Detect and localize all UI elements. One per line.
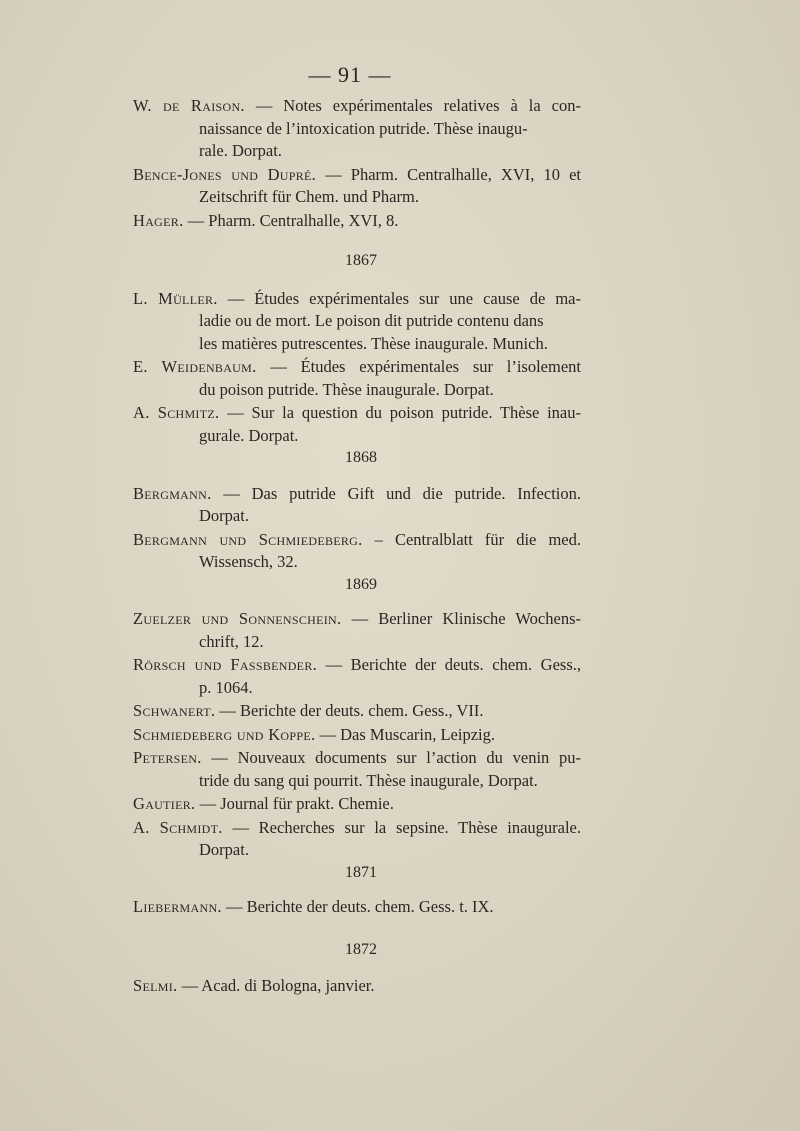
entry-continuation-line: Wissensch, 32. [199, 552, 298, 571]
entry-first-line [133, 164, 581, 187]
entry-continuation-line: naissance de l’intoxication putride. Thèse inaugu- [199, 118, 528, 138]
entry-continuation-line: Dorpat. [199, 840, 249, 859]
entry-author: Selmi. [133, 976, 178, 995]
entry-text: — Berichte der deuts. chem. Gess., [317, 655, 581, 674]
entry-continuation-line: les matières putrescentes. Thèse inaugurale. Munich. [199, 333, 548, 353]
entry-author: W. de Raison. [133, 96, 245, 115]
bibliography-entry [133, 793, 581, 816]
bibliography-entry [133, 402, 581, 447]
year-heading: 1872 [345, 940, 377, 958]
entry-author: A. Schmidt. [133, 817, 223, 837]
entry-first-line [133, 288, 581, 311]
bibliography-entry [133, 483, 581, 528]
bibliography-entry [133, 700, 581, 723]
entry-first-line [133, 747, 581, 770]
bibliography-entry [133, 975, 581, 998]
bibliography-entry [133, 724, 581, 747]
bibliography-entry [133, 608, 581, 653]
entry-first-line [133, 793, 581, 816]
year-heading: 1869 [345, 575, 377, 593]
entry-continuation-line: ladie ou de mort. Le poison dit putride contenu dans [199, 311, 544, 330]
entry-first-line [133, 724, 581, 747]
entry-text: — Das Muscarin, Leipzig. [315, 724, 495, 744]
entry-author: Zuelzer und Sonnenschein. [133, 609, 342, 628]
bibliography-entry [133, 164, 581, 209]
entry-text: — Études expérimentales sur l’isolement [256, 357, 581, 376]
entry-author: Bence-Jones und Dupré. [133, 164, 317, 184]
bibliography-entry [133, 95, 581, 163]
entry-first-line [133, 817, 581, 840]
entry-first-line [133, 95, 581, 118]
year-heading: 1868 [345, 449, 377, 466]
entry-first-line [133, 356, 581, 379]
entry-text: — Berichte der deuts. chem. Gess., VII. [215, 701, 484, 720]
year-heading: 1871 [345, 863, 377, 881]
entry-continuation-line: tride du sang qui pourrit. Thèse inaugurale, Dorpat. [199, 770, 538, 790]
entry-first-line [133, 483, 581, 506]
entry-continuation-line: Dorpat. [199, 506, 249, 525]
bibliography [133, 95, 581, 999]
entry-author: E. Weidenbaum. [133, 357, 257, 376]
entry-text: — Études expérimentales sur une cause de ma- [217, 288, 581, 308]
entry-text: — Nouveaux documents sur l’action du venin pu- [201, 748, 581, 767]
entry-continuation-line: du poison putride. Thèse inaugurale. Dorpat. [199, 379, 494, 399]
entry-text: — Acad. di Bologna, janvier. [177, 976, 375, 995]
entry-text: — Pharm. Centralhalle, XVI, 8. [183, 210, 399, 230]
entry-first-line [133, 529, 581, 552]
entry-text: – Centralblatt für die med. [362, 529, 581, 549]
entry-text: — Notes expérimentales relatives à la con- [244, 96, 581, 115]
page-number: — 91 — [308, 62, 392, 87]
entry-author: Bergmann. [133, 483, 212, 503]
year-heading: 1867 [345, 252, 377, 269]
entry-author: Gautier. [133, 794, 196, 813]
entry-text: — Das putride Gift und die putride. Infection. [211, 483, 581, 503]
entry-first-line [133, 896, 581, 919]
entry-text: — Sur la question du poison putride. Thèse inau- [219, 403, 581, 422]
entry-first-line [133, 654, 581, 677]
entry-first-line [133, 608, 581, 631]
entry-text: — Journal für prakt. Chemie. [195, 794, 394, 813]
entry-first-line [133, 975, 581, 998]
entry-continuation-line: chrift, 12. [199, 631, 264, 651]
bibliography-entry [133, 654, 581, 699]
bibliography-entry [133, 288, 581, 356]
bibliography-entry [133, 529, 581, 574]
entry-continuation-line: gurale. Dorpat. [199, 425, 299, 445]
entry-author: L. Müller. [133, 288, 218, 308]
bibliography-entry [133, 896, 581, 919]
entry-author: Rörsch und Fassbender. [133, 655, 318, 674]
entry-author: Bergmann und Schmiedeberg. [133, 529, 363, 549]
entry-author: Schmiedeberg und Koppe. [133, 724, 316, 744]
entry-first-line [133, 402, 581, 425]
bibliography-entry [133, 210, 581, 233]
entry-author: Liebermann. [133, 897, 222, 916]
entry-author: Hager. [133, 210, 184, 230]
entry-first-line [133, 210, 581, 233]
bibliography-entry [133, 817, 581, 862]
bibliography-entry [133, 747, 581, 792]
entry-first-line [133, 700, 581, 723]
entry-text: — Berliner Klinische Wochens- [341, 609, 581, 628]
entry-continuation-line: Zeitschrift für Chem. und Pharm. [199, 187, 419, 206]
entry-author: A. Schmitz. [133, 403, 220, 422]
entry-text: — Recherches sur la sepsine. Thèse inaugurale. [222, 817, 581, 837]
entry-author: Schwanert. [133, 701, 216, 720]
entry-text: — Pharm. Centralhalle, XVI, 10 et [316, 164, 581, 184]
entry-text: — Berichte der deuts. chem. Gess. t. IX. [221, 897, 494, 916]
entry-continuation-line: rale. Dorpat. [199, 141, 282, 160]
bibliography-entry [133, 356, 581, 401]
entry-continuation-line: p. 1064. [199, 677, 253, 697]
entry-author: Petersen. [133, 748, 202, 767]
